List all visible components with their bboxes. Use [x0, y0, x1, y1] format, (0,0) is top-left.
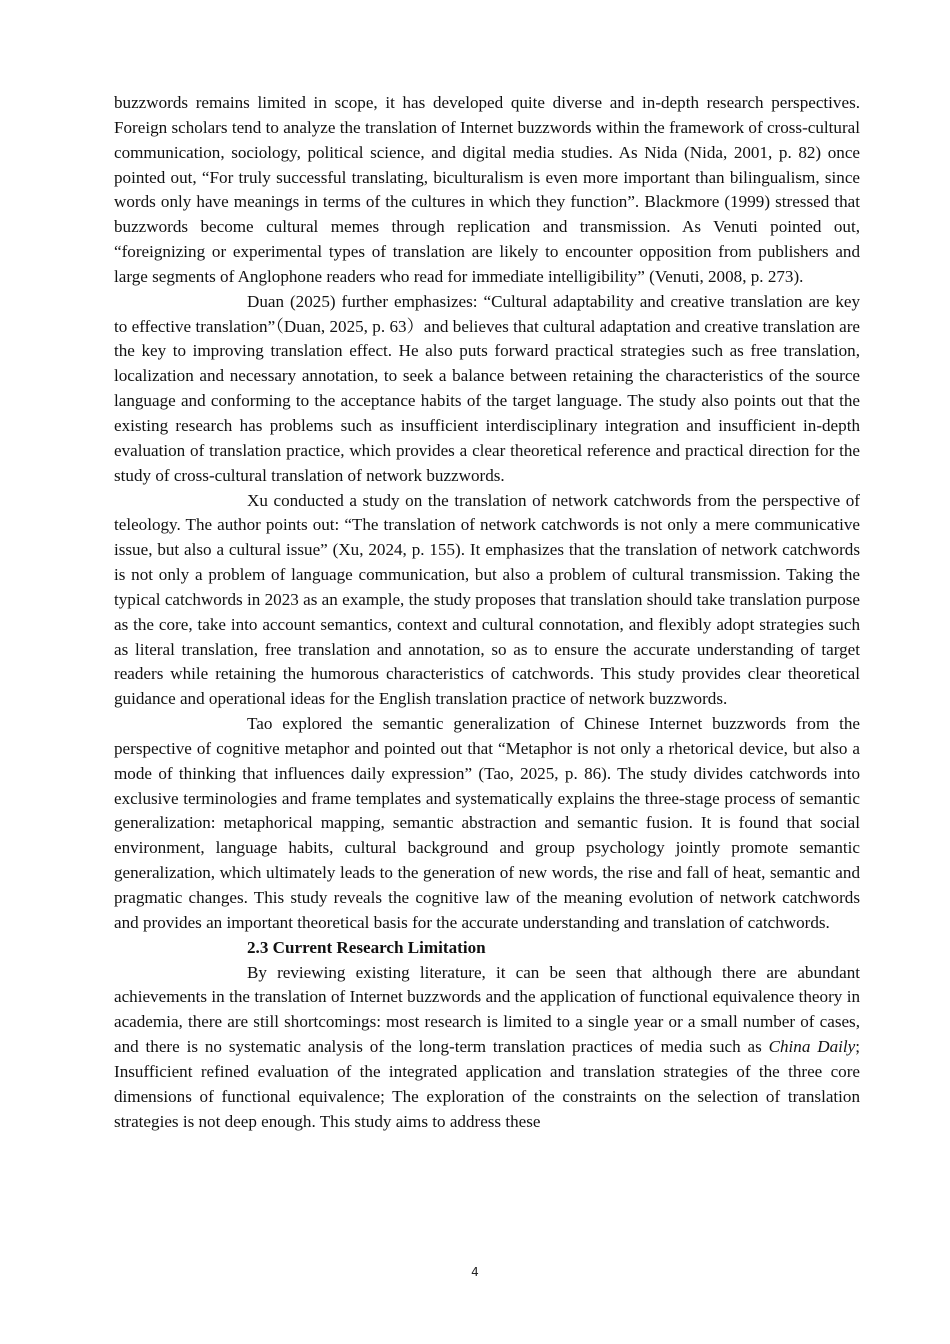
- paragraph-duan: Duan (2025) further emphasizes: “Cultural adaptability and creative translation are key to effective translation”（Duan, 2025, p. 63）and believes that cultural adaptation and creative translation are the key to improving translation effect. He also puts forward practical strategies such as free translation, localization and necessary annotation, to seek a balance between retaining the characteristics of the source language and conforming to the acceptance habits of the target language. The study also points out that the existing research has problems such as insufficient interdisciplinary integration and insufficient in-depth evaluation of translation practice, which provides a clear theoretical reference and practical direction for the study of cross-cultural translation of network buzzwords.: [114, 291, 860, 485]
- paragraph-limitations: [114, 961, 860, 1135]
- paper-body: [114, 91, 860, 1134]
- page-number: 4: [471, 1265, 479, 1279]
- limitations-text-start: By reviewing existing literature, it can be seen that although there are abundant achievements in the translation of Internet buzzwords and the application of functional equivalence theory in academia, there are still shortcomings: most research is limited to a single year or a small number of cases, and there is no systematic analysis of the long-term translation practices of media such as: [114, 962, 860, 1057]
- limitations-text-end: ; Insufficient refined evaluation of the integrated application and translation strategies of the three core dimensions of functional equivalence; The exploration of the constraints on the selection of translation strategies is not deep enough. This study aims to address these: [114, 1037, 860, 1131]
- paragraph-xu: Xu conducted a study on the translation of network catchwords from the perspective of teleology. The author points out: “The translation of network catchwords is not only a mere communicative issue, but also a cultural issue” (Xu, 2024, p. 155). It emphasizes that the translation of network catchwords is not only a problem of language communication, but also a problem of cultural transmission. Taking the typical catchwords in 2023 as an example, the study proposes that translation should take translation purpose as the core, take into account semantics, context and cultural connotation, and flexibly adopt strategies such as literal translation, free translation and annotation, so as to ensure the accurate understanding of target readers while retaining the humorous characteristics of catchwords. This study provides clear theoretical guidance and operational ideas for the English translation practice of network buzzwords.: [114, 490, 860, 709]
- section-heading: 2.3 Current Research Limitation: [247, 937, 486, 957]
- paragraph-foreign-scholars: buzzwords remains limited in scope, it has developed quite diverse and in-depth research perspectives. Foreign scholars tend to analyze the translation of Internet buzzwords within the framework of cross-cultural communication, sociology, political science, and digital media studies. As Nida (Nida, 2001, p. 82) once pointed out, “For truly successful translating, biculturalism is even more important than bilingualism, since words only have meanings in terms of the cultures in which they function”. Blackmore (1999) stressed that buzzwords become cultural memes through replication and transmission. As Venuti pointed out, “foreignizing or experimental types of translation are likely to encounter opposition from publishers and large segments of Anglophone readers who read for immediate intelligibility” (Venuti, 2008, p. 273).: [114, 93, 860, 286]
- paragraph-tao: Tao explored the semantic generalization of Chinese Internet buzzwords from the perspective of cognitive metaphor and pointed out that “Metaphor is not only a rhetorical device, but also a mode of thinking that influences daily expression” (Tao, 2025, p. 86). The study divides catchwords into exclusive terminologies and frame templates and systematically explains the three-stage process of semantic generalization: metaphorical mapping, semantic abstraction and semantic fusion. It is found that social environment, language habits, cultural background and group psychology jointly promote semantic generalization, which ultimately leads to the generation of new words, the rise and fall of heat, semantic and pragmatic changes. This study reveals the cognitive law of the meaning evolution of network catchwords and provides an important theoretical basis for the accurate understanding and translation of catchwords.: [114, 714, 860, 932]
- publication-name: China Daily: [768, 1037, 856, 1057]
